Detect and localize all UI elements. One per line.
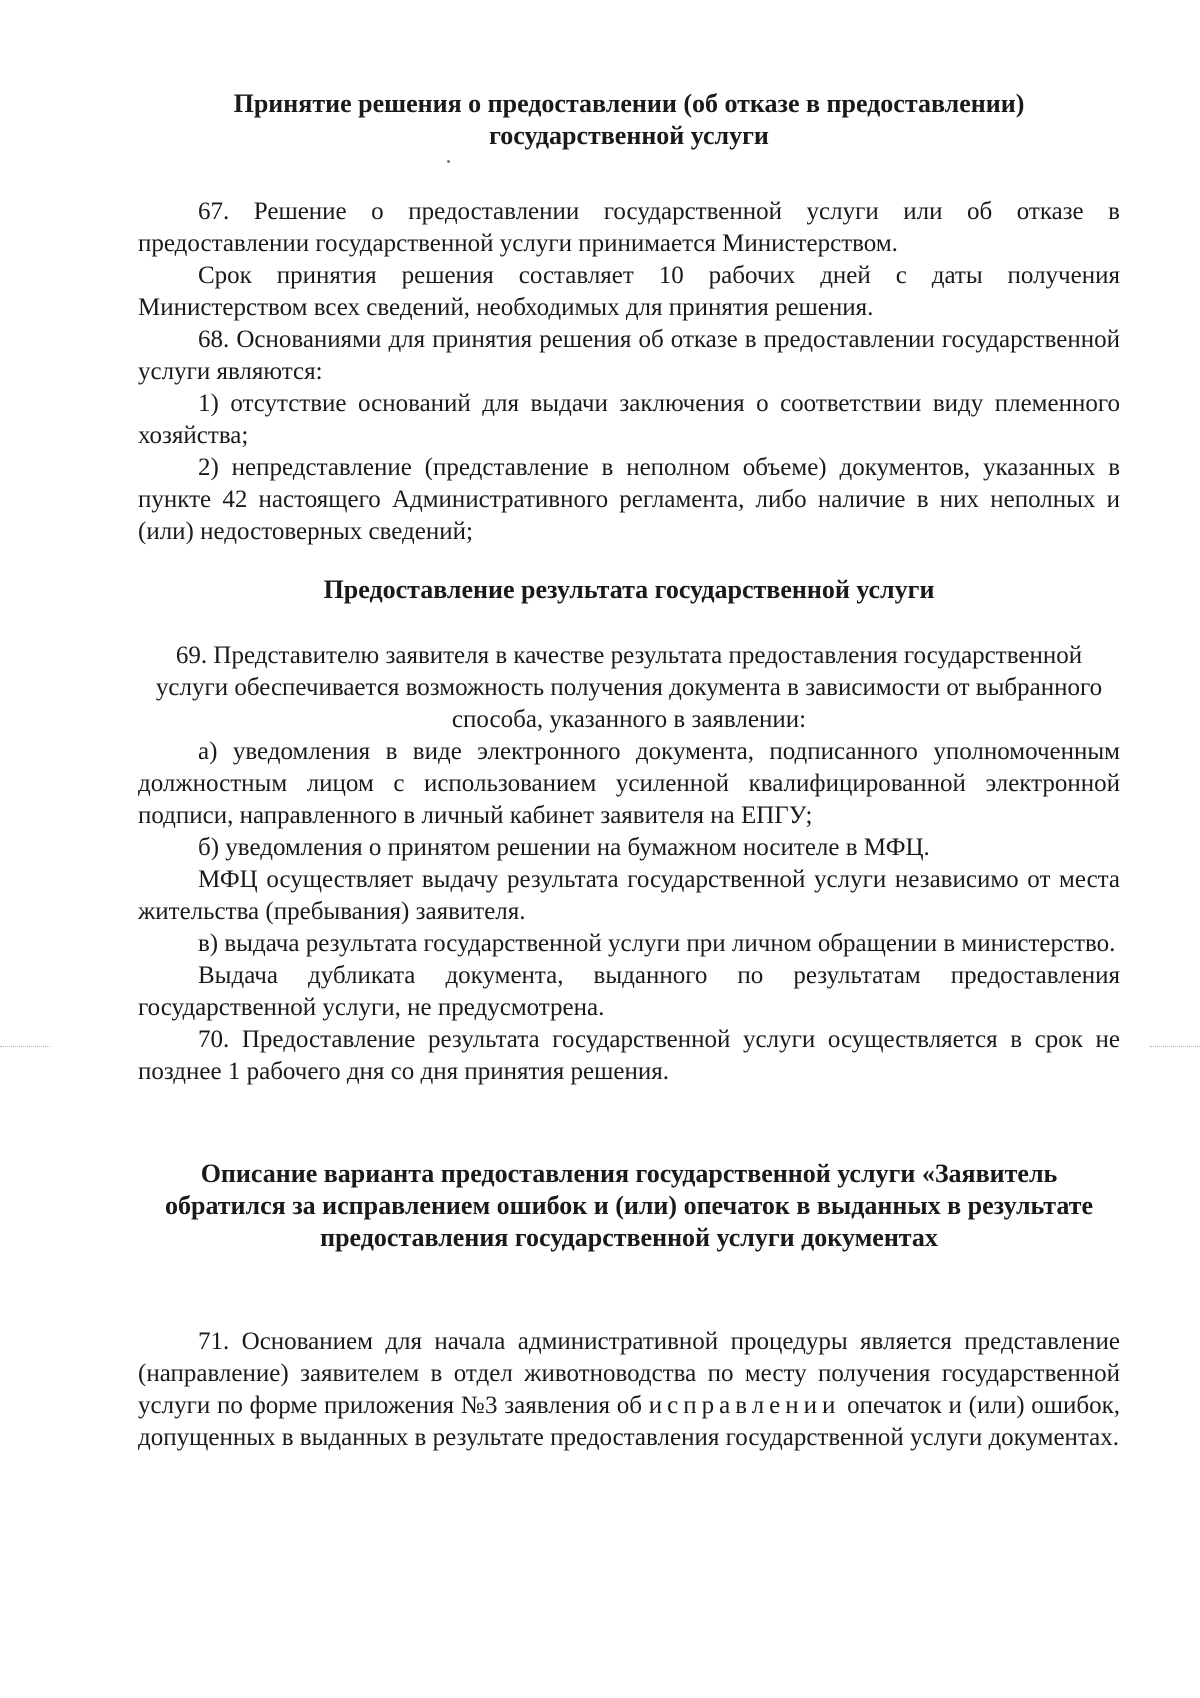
paragraph-68-item-2: 2) непредставление (представление в неполном объеме) документов, указанных в пункте 42 настоящего Административного регламента, либо наличие в них неполных и (или) недостоверных сведений;: [138, 454, 1120, 545]
paragraph-69-duplicate: Выдача дубликата документа, выданного по результатам предоставления государственной услуги, не предусмотрена.: [138, 962, 1120, 1021]
document-page: [138, 88, 1120, 1454]
right-edge-mark: [1150, 1046, 1200, 1047]
paragraph-71-end: опечаток и (или) ошибок, допущенных в выданных в результате предоставления государственной услуги документах.: [138, 1392, 1121, 1451]
paragraph-69-item-a: а) уведомления в виде электронного документа, подписанного уполномоченным должностным лицом с использованием усиленной квалифицированной электронной подписи, направленного в личный кабинет заявителя на ЕПГУ;: [138, 738, 1120, 829]
paragraph-69-item-b: б) уведомления о принятом решении на бумажном носителе в МФЦ.: [198, 834, 930, 861]
paragraph-71-spaced-word: исправлении: [648, 1392, 841, 1419]
heading-variant: Описание варианта предоставления государственной услуги «Заявитель обратился за исправлением ошибок и (или) опечаток в выданных в результате предоставления государственной услуги документах: [164, 1159, 1094, 1252]
paragraph-71: [138, 1326, 1120, 1454]
paragraph-71-start: 71. Основанием для начала административной процедуры является представление (направление) заявителем в отдел животноводства по месту получения государственной услуги по форме приложения №3 заявления об: [138, 1328, 1120, 1419]
paragraph-69: 69. Представителю заявителя в качестве результата предоставления государственной услуги обеспечивается возможность получения документа в зависимости от выбранного способа, указанного в заявлении:: [155, 642, 1103, 733]
heading-result: Предоставление результата государственной услуги: [323, 575, 935, 604]
paragraph-69-item-v: в) выдача результата государственной услуги при личном обращении в министерство.: [198, 930, 1116, 957]
paragraph-68-item-1: 1) отсутствие оснований для выдачи заключения о соответствии виду племенного хозяйства;: [138, 390, 1120, 449]
paragraph-67-term: Срок принятия решения составляет 10 рабочих дней с даты получения Министерством всех сведений, необходимых для принятия решения.: [138, 262, 1120, 321]
left-edge-mark: [0, 1046, 50, 1047]
paragraph-67: 67. Решение о предоставлении государственной услуги или об отказе в предоставлении государственной услуги принимается Министерством.: [138, 198, 1120, 257]
heading-decision: Принятие решения о предоставлении (об отказе в предоставлении) государственной услуги: [233, 89, 1025, 150]
paragraph-70: 70. Предоставление результата государственной услуги осуществляется в срок не позднее 1 рабочего дня со дня принятия решения.: [138, 1026, 1120, 1085]
paragraph-68: 68. Основаниями для принятия решения об отказе в предоставлении государственной услуги являются:: [138, 326, 1120, 385]
paragraph-69-mfc: МФЦ осуществляет выдачу результата государственной услуги независимо от места жительства (пребывания) заявителя.: [138, 866, 1120, 925]
